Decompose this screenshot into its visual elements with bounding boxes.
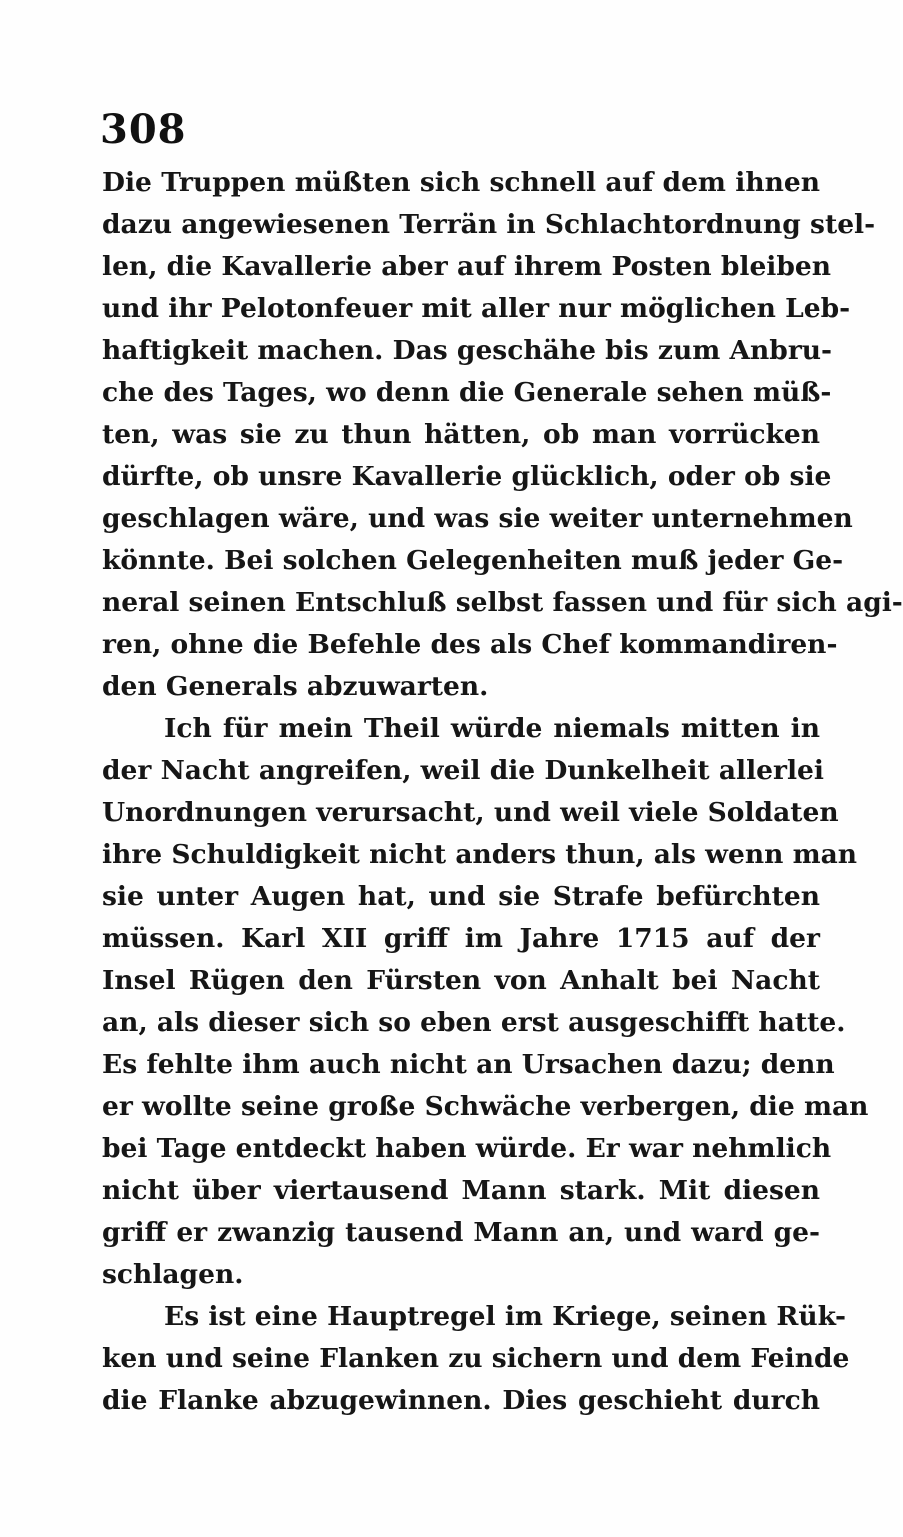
text-line: ren, ohne die Befehle des als Chef kommandiren-: [102, 629, 838, 660]
text-line: Ich für mein Theil würde niemals mitten in: [164, 713, 820, 744]
text-line: ihre Schuldigkeit nicht anders thun, als wenn man: [102, 839, 858, 870]
text-line: der Nacht angreifen, weil die Dunkelheit allerlei: [102, 755, 824, 786]
text-line: haftigkeit machen. Das geschähe bis zum Anbru-: [102, 335, 833, 366]
text-line: neral seinen Entschluß selbst fassen und für sich agi-: [102, 587, 903, 618]
paragraph-3: [102, 1296, 850, 1422]
text-line: Es fehlte ihm auch nicht an Ursachen dazu; denn: [102, 1049, 835, 1080]
paragraph-1: [102, 162, 903, 708]
text-line: die Flanke abzugewinnen. Dies geschieht durch: [102, 1385, 820, 1416]
text-line: sie unter Augen hat, und sie Strafe befürchten: [102, 881, 820, 912]
text-line: ten, was sie zu thun hätten, ob man vorrücken: [102, 419, 820, 450]
text-line: geschlagen wäre, und was sie weiter unternehmen: [102, 503, 853, 534]
text-line: er wollte seine große Schwäche verbergen, die man: [102, 1091, 869, 1122]
text-line: griff er zwanzig tausend Mann an, und ward ge-: [102, 1217, 820, 1248]
text-line: müssen. Karl XII griff im Jahre 1715 auf der: [102, 923, 820, 954]
text-line: und ihr Pelotonfeuer mit aller nur möglichen Leb-: [102, 293, 851, 324]
text-line: nicht über viertausend Mann stark. Mit diesen: [102, 1175, 820, 1206]
text-line: Unordnungen verursacht, und weil viele Soldaten: [102, 797, 839, 828]
paragraph-2: [102, 708, 869, 1296]
text-line: bei Tage entdeckt haben würde. Er war nehmlich: [102, 1133, 832, 1164]
page-number: 308: [100, 106, 187, 153]
text-line: len, die Kavallerie aber auf ihrem Posten bleiben: [102, 251, 832, 282]
text-line: dazu angewiesenen Terrän in Schlachtordnung stel-: [102, 209, 876, 240]
text-line: che des Tages, wo denn die Generale sehen müß-: [102, 377, 832, 408]
text-line: den Generals abzuwarten.: [102, 671, 489, 702]
text-line: ken und seine Flanken zu sichern und dem Feinde: [102, 1343, 850, 1374]
text-line: Insel Rügen den Fürsten von Anhalt bei Nacht: [102, 965, 820, 996]
text-line: an, als dieser sich so eben erst ausgeschifft hatte.: [102, 1007, 846, 1038]
text-line: schlagen.: [102, 1259, 244, 1290]
text-line: Es ist eine Hauptregel im Kriege, seinen Rük-: [164, 1301, 846, 1332]
body-text: [102, 162, 903, 1422]
text-line: Die Truppen müßten sich schnell auf dem ihnen: [102, 167, 820, 198]
text-line: dürfte, ob unsre Kavallerie glücklich, oder ob sie: [102, 461, 832, 492]
text-line: könnte. Bei solchen Gelegenheiten muß jeder Ge-: [102, 545, 844, 576]
